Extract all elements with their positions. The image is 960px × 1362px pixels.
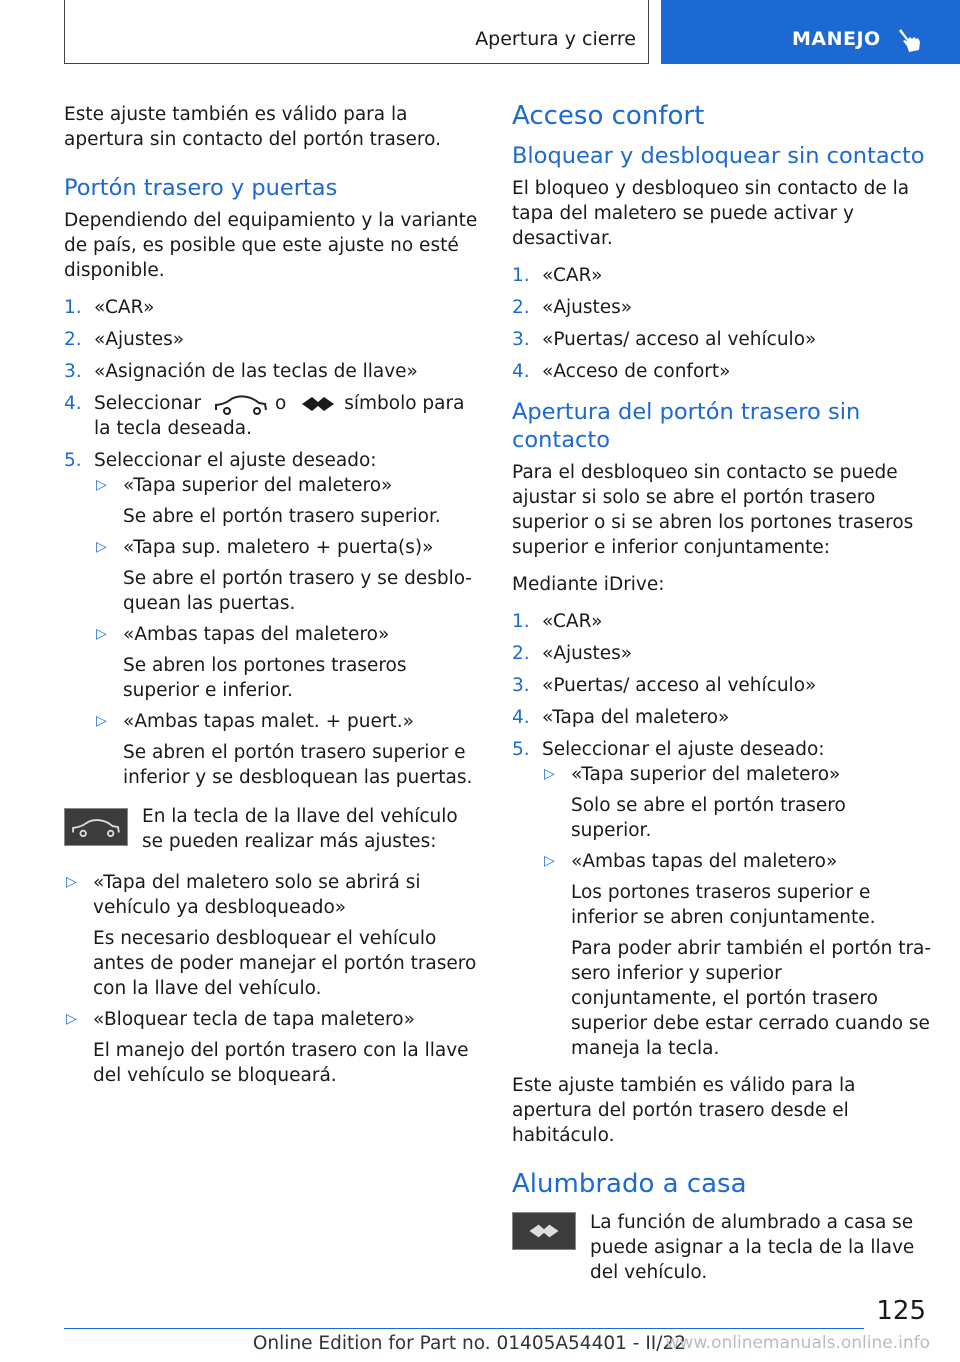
list-item: 1. «CAR»: [64, 297, 155, 318]
heading-acceso-confort: Acceso confort: [512, 101, 705, 131]
steps-list-left: [64, 295, 482, 790]
list-item: ▷ «Ambas tapas del maletero» Los portones traseros superior e inferior se abren conjuntamente. Para poder abrir también el portón trasero inferior y superior conjuntamente, el portón trasero superior debe estar cerrado cuando se maneja la tecla.: [544, 851, 932, 1059]
key-note-text: En la tecla de la llave del vehículo se pueden realizar más ajustes:: [142, 806, 458, 852]
list-item: ▷ «Ambas tapas malet. + puert.» Se abren el portón trasero superior e inferior y se desbloquean las puertas.: [96, 711, 473, 788]
list-item: ▷ «Tapa sup. maletero + puerta(s)» Se abre el portón trasero y se desbloquean las puertas.: [96, 537, 472, 614]
idrive-paragraph: Mediante iDrive:: [512, 574, 665, 595]
list-item: ▷ «Ambas tapas del maletero» Se abren los portones traseros superior e inferior.: [96, 624, 407, 701]
hand-pointer-icon: [897, 26, 923, 54]
list-item: ▷ «Tapa superior del maletero» Se abre el portón trasero superior.: [96, 475, 441, 527]
edition-text: Online Edition for Part no. 01405A54401 - II/22: [252, 1333, 686, 1354]
list-item: 5. Seleccionar el ajuste deseado: ▷ «Tapa superior del maletero» Solo se abre el portón trasero superior. ▷ «Ambas tapas del maletero» Los portones traseros superior e inferior se abren conjuntamente. Para poder abrir también el portón trasero inferior y superior conjuntamente, el portón trasero superior debe estar cerrado cuando se maneja la tecla.: [512, 739, 932, 1059]
left-column: [64, 102, 482, 1094]
list-item: 3. «Puertas/ acceso al vehículo»: [512, 329, 817, 350]
more-options-list: [64, 870, 482, 1088]
intro-paragraph: Este ajuste también es válido para la apertura sin contacto del portón trasero.: [64, 104, 441, 150]
list-item: 5. Seleccionar el ajuste deseado: ▷ «Tapa superior del maletero» Se abre el portón trasero superior. ▷ «Tapa sup. maletero + puerta(s)» Se abre el portón trasero y se desbloquean las puertas. ▷ «Ambas tapas del maletero» Se abren los portones traseros superior e inferior. ▷ «Ambas tapas malet. + puert.» Se abren el portón trasero superior e inferior y se desbloquean las puertas.: [64, 448, 482, 790]
dependency-paragraph: Dependiendo del equipamiento y la variante de país, es posible que este ajuste no esté disponible.: [64, 210, 478, 281]
car-button-icon: [64, 808, 128, 846]
watermark-text: www.onlinemanuals.online.info: [665, 1333, 930, 1353]
options-list-left: [94, 473, 482, 790]
heading-porton-trasero: Portón trasero y puertas: [64, 175, 338, 201]
options-list-right: [542, 762, 932, 1061]
footer-rule: [64, 1328, 864, 1329]
list-item: 3. «Asignación de las teclas de llave»: [64, 361, 418, 382]
alumbrado-text: La función de alumbrado a casa se puede asignar a la tecla de la llave del vehículo.: [590, 1212, 915, 1283]
list-item: ▷ «Tapa del maletero solo se abrirá si vehículo ya desbloqueado» Es necesario desbloquear el vehículo antes de poder manejar el portón trasero con la llave del vehículo.: [66, 872, 477, 999]
steps-list-apertura: [512, 609, 932, 1061]
steps-list-acceso: [512, 263, 932, 384]
key-note: [64, 804, 482, 854]
heading-apertura: Apertura del portón trasero sin contacto: [512, 399, 861, 453]
list-item: 4. «Acceso de confort»: [512, 361, 731, 382]
heading-bloquear: Bloquear y desbloquear sin contacto: [512, 143, 925, 169]
heading-alumbrado: Alumbrado a casa: [512, 1169, 747, 1199]
list-item: 1. «CAR»: [512, 611, 603, 632]
list-item: 2. «Ajustes»: [512, 297, 633, 318]
list-item: ▷ «Tapa superior del maletero» Solo se abre el portón trasero superior.: [544, 764, 846, 841]
chapter-title: MANEJO: [792, 28, 881, 50]
list-item: 2. «Ajustes»: [512, 643, 633, 664]
diamond-key-icon: [298, 393, 338, 415]
list-item: 4. «Tapa del maletero»: [512, 707, 730, 728]
right-column: [512, 100, 932, 1301]
list-item: 1. «CAR»: [512, 265, 603, 286]
list-item: 4. Seleccionar o símbolo para la tecla deseada.: [64, 393, 465, 439]
list-item: 2. «Ajustes»: [64, 329, 185, 350]
bloquear-paragraph: El bloqueo y desbloqueo sin contacto de la tapa del maletero se puede activar y desactivar.: [512, 178, 910, 249]
car-key-icon: [213, 392, 269, 416]
list-item: ▷ «Bloquear tecla de tapa maletero» El manejo del portón trasero con la llave del vehículo se bloqueará.: [66, 1009, 469, 1086]
valid-paragraph: Este ajuste también es válido para la apertura del portón trasero desde el habitáculo.: [512, 1075, 856, 1146]
alumbrado-note: [512, 1210, 932, 1285]
list-item: 3. «Puertas/ acceso al vehículo»: [512, 675, 817, 696]
apertura-paragraph: Para el desbloqueo sin contacto se puede ajustar si solo se abre el portón trasero superior o si se abren los portones traseros superior e inferior conjuntamente:: [512, 462, 914, 558]
diamond-button-icon: [512, 1212, 576, 1250]
page-number: 125: [876, 1296, 926, 1326]
section-title: Apertura y cierre: [475, 28, 636, 50]
